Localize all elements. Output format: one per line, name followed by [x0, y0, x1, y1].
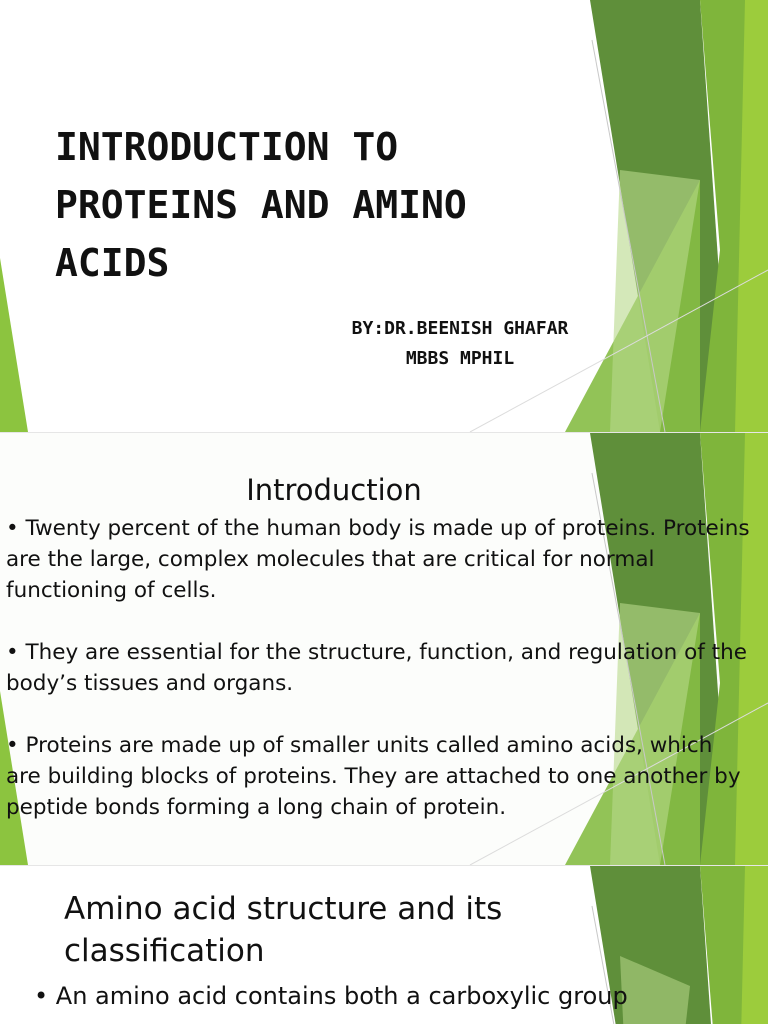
- slide-title-text: INTRODUCTION TO PROTEINS AND AMINO ACIDS: [55, 125, 467, 285]
- slide-title: [0, 0, 768, 432]
- bullet-item: • Twenty percent of the human body is made up of proteins. Proteins are the large, complex molecules that are critical for normal functioning of cells.: [6, 516, 750, 603]
- slide-amino-acid-structure: [0, 866, 768, 1024]
- bullet-item: • An amino acid contains both a carboxylic group: [34, 982, 628, 1010]
- author-block: [300, 314, 620, 374]
- slide-heading: Introduction: [246, 473, 422, 507]
- slide-heading: Amino acid structure and its classification: [64, 891, 503, 969]
- bullet-item: • Proteins are made up of smaller units called amino acids, which are building blocks of proteins. They are attached to one another by peptide bonds forming a long chain of protein.: [6, 733, 741, 820]
- bullet-item: • They are essential for the structure, function, and regulation of the body’s tissues and organs.: [6, 640, 747, 696]
- slide-introduction: [0, 433, 768, 865]
- author-degree: MBBS MPHIL: [405, 348, 515, 369]
- bullet-list: [34, 980, 734, 1012]
- left-facet: [0, 258, 28, 432]
- author-name: BY:DR.BEENISH GHAFAR: [351, 318, 569, 339]
- bullet-list: [6, 513, 751, 854]
